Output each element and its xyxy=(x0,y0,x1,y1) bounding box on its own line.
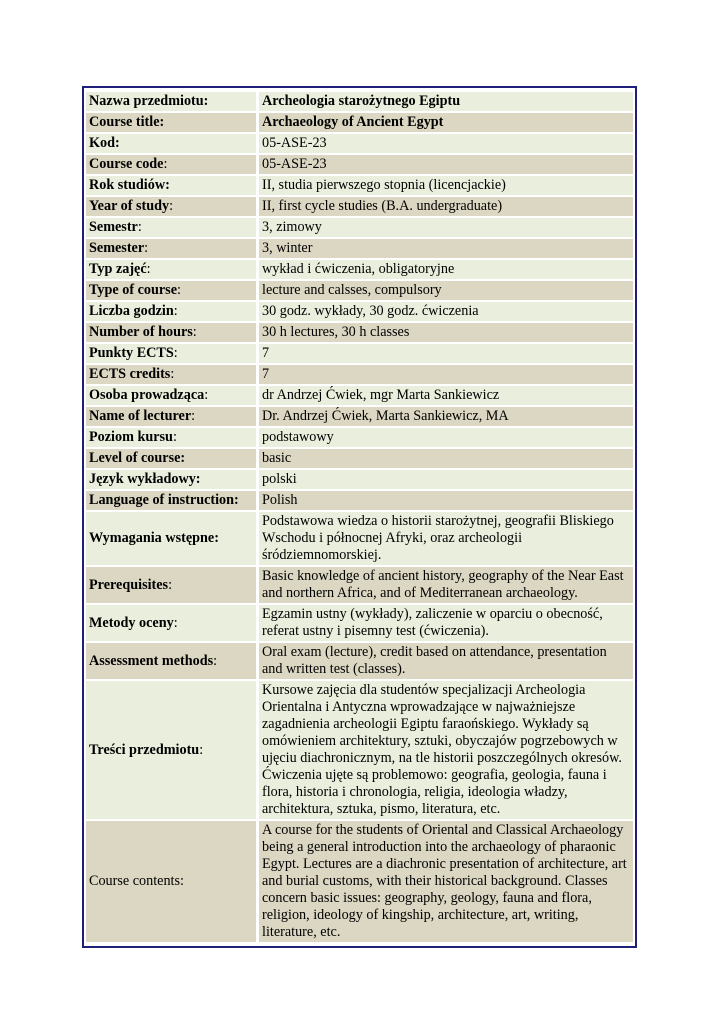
row-label-bold: Prerequisites xyxy=(89,576,169,593)
table-row xyxy=(86,386,633,405)
row-value: Kursowe zajęcia dla studentów specjalizacji Archeologia Orientalna i Antyczna wprowadzające w najważniejsze zagadnienia archeologii Egiptu faraońskiego. Wykłady są omówieniem architektury, sztuki, obyczajów pogrzebowych w ujęciu diachronicznym, na tle historii poszczególnych okresów. Ćwiczenia ujęte są problemowo: geografia, geologia, fauna i flora, historia i chronologia, religia, ideologia władzy, architektura, sztuka, pismo, literatura, etc. xyxy=(256,681,633,819)
row-label-suffix: : xyxy=(191,408,196,424)
table-row xyxy=(86,176,633,195)
row-label xyxy=(86,176,256,195)
row-label-suffix: : xyxy=(144,240,149,256)
row-label-bold: Type of course xyxy=(89,282,177,298)
table-row xyxy=(86,605,633,641)
row-label-bold: Wymagania wstępne: xyxy=(89,530,219,546)
table-row xyxy=(86,197,633,216)
table-row xyxy=(86,567,633,603)
row-label-suffix: : xyxy=(172,429,177,445)
row-label-bold: Language of instruction: xyxy=(89,492,239,508)
row-label-suffix: : xyxy=(170,366,175,382)
row-label-bold: Punkty ECTS xyxy=(89,345,174,361)
row-label-bold: Metody oceny xyxy=(89,614,174,631)
row-value: 3, zimowy xyxy=(256,218,633,237)
row-label xyxy=(86,567,256,603)
row-label xyxy=(86,302,256,321)
table-row xyxy=(86,491,633,510)
table-row xyxy=(86,407,633,426)
row-label xyxy=(86,491,256,510)
table-row xyxy=(86,155,633,174)
row-label xyxy=(86,155,256,174)
table-row xyxy=(86,681,633,819)
row-value: 05-ASE-23 xyxy=(256,155,633,174)
row-label-bold: Number of hours xyxy=(89,324,193,340)
row-label-bold: Poziom kursu xyxy=(89,429,173,445)
row-label-bold: Rok studiów: xyxy=(89,177,170,193)
row-label xyxy=(86,681,256,819)
table-row xyxy=(86,260,633,279)
row-label-suffix: Course contents: xyxy=(89,873,184,889)
row-label-bold: Year of study xyxy=(89,198,170,214)
table-row xyxy=(86,344,633,363)
row-value: Archaeology of Ancient Egypt xyxy=(256,113,633,132)
row-label xyxy=(86,260,256,279)
row-label-suffix: : xyxy=(137,219,142,235)
row-value: Polish xyxy=(256,491,633,510)
row-label xyxy=(86,407,256,426)
row-label xyxy=(86,605,256,641)
row-value: lecture and calsses, compulsory xyxy=(256,281,633,300)
table-row xyxy=(86,92,633,111)
row-label xyxy=(86,281,256,300)
row-label xyxy=(86,197,256,216)
row-label-bold: Course code xyxy=(89,156,164,172)
row-value: 30 godz. wykłady, 30 godz. ćwiczenia xyxy=(256,302,633,321)
row-label xyxy=(86,134,256,153)
row-value: Dr. Andrzej Ćwiek, Marta Sankiewicz, MA xyxy=(256,407,633,426)
course-info-table-frame xyxy=(82,86,637,948)
row-label xyxy=(86,344,256,363)
table-row xyxy=(86,449,633,468)
row-label xyxy=(86,386,256,405)
row-value: dr Andrzej Ćwiek, mgr Marta Sankiewicz xyxy=(256,386,633,405)
row-value: II, first cycle studies (B.A. undergraduate) xyxy=(256,197,633,216)
row-label-bold: Liczba godzin xyxy=(89,303,174,319)
row-label-suffix: : xyxy=(173,303,178,319)
row-label xyxy=(86,643,256,679)
row-label-bold: Name of lecturer xyxy=(89,408,192,424)
row-label-bold: Osoba prowadząca xyxy=(89,387,205,403)
row-value: basic xyxy=(256,449,633,468)
row-label-suffix: : xyxy=(169,198,174,214)
row-value: Oral exam (lecture), credit based on attendance, presentation and written test (classes). xyxy=(256,643,633,679)
row-label-bold: Język wykładowy: xyxy=(89,471,201,487)
row-value: 30 h lectures, 30 h classes xyxy=(256,323,633,342)
table-row xyxy=(86,281,633,300)
row-label-suffix: : xyxy=(173,614,178,631)
row-value: wykład i ćwiczenia, obligatoryjne xyxy=(256,260,633,279)
row-label-bold: Treści przedmiotu xyxy=(89,741,200,758)
row-label xyxy=(86,512,256,565)
row-label-bold: Assessment methods xyxy=(89,652,214,669)
row-value: Basic knowledge of ancient history, geography of the Near East and northern Africa, and of Mediterranean archaeology. xyxy=(256,567,633,603)
row-label xyxy=(86,428,256,447)
row-label-bold: Kod: xyxy=(89,135,120,151)
row-value: II, studia pierwszego stopnia (licencjackie) xyxy=(256,176,633,195)
row-label xyxy=(86,821,256,942)
row-value: 05-ASE-23 xyxy=(256,134,633,153)
table-row xyxy=(86,113,633,132)
table-row xyxy=(86,218,633,237)
row-value: Archeologia starożytnego Egiptu xyxy=(256,92,633,111)
table-row xyxy=(86,428,633,447)
row-label-bold: Semestr xyxy=(89,219,138,235)
row-value: Egzamin ustny (wykłady), zaliczenie w oparciu o obecność, referat ustny i pisemny test (ćwiczenia). xyxy=(256,605,633,641)
table-row xyxy=(86,821,633,942)
row-label-suffix: : xyxy=(173,345,178,361)
row-value: 3, winter xyxy=(256,239,633,258)
table-row xyxy=(86,323,633,342)
course-info-table xyxy=(86,90,633,944)
table-row xyxy=(86,239,633,258)
row-label-suffix: : xyxy=(163,156,168,172)
table-row xyxy=(86,365,633,384)
row-label-bold: Level of course: xyxy=(89,450,186,466)
row-label-suffix: : xyxy=(213,652,218,669)
table-row xyxy=(86,134,633,153)
row-label xyxy=(86,92,256,111)
table-row xyxy=(86,470,633,489)
row-label-suffix: : xyxy=(199,741,204,758)
row-value: polski xyxy=(256,470,633,489)
row-label xyxy=(86,239,256,258)
table-row xyxy=(86,512,633,565)
row-label xyxy=(86,218,256,237)
row-value: Podstawowa wiedza o historii starożytnej, geografii Bliskiego Wschodu i północnej Afryki, oraz archeologii śródziemnomorskiej. xyxy=(256,512,633,565)
row-label xyxy=(86,470,256,489)
row-label-bold: Semester xyxy=(89,240,145,256)
row-label-bold: Course title: xyxy=(89,114,165,130)
row-label-suffix: : xyxy=(168,576,173,593)
row-label-suffix: : xyxy=(146,261,151,277)
row-label-bold: Typ zajęć xyxy=(89,261,147,277)
row-label-suffix: : xyxy=(204,387,209,403)
row-value: podstawowy xyxy=(256,428,633,447)
row-label xyxy=(86,449,256,468)
row-label xyxy=(86,323,256,342)
row-label xyxy=(86,365,256,384)
row-value: 7 xyxy=(256,344,633,363)
row-value: 7 xyxy=(256,365,633,384)
row-value: A course for the students of Oriental and Classical Archaeology being a general introduction into the archaeology of pharaonic Egypt. Lectures are a diachronic presentation of architecture, art and burial customs, with their historical background. Classes concern basic issues: geography, geology, fauna and flora, religion, ideology of kingship, architecture, art, writing, literature, etc. xyxy=(256,821,633,942)
row-label-suffix: : xyxy=(177,282,181,298)
table-row xyxy=(86,643,633,679)
row-label xyxy=(86,113,256,132)
table-row xyxy=(86,302,633,321)
row-label-suffix: : xyxy=(192,324,197,340)
row-label-bold: ECTS credits xyxy=(89,366,171,382)
row-label-bold: Nazwa przedmiotu: xyxy=(89,93,209,109)
